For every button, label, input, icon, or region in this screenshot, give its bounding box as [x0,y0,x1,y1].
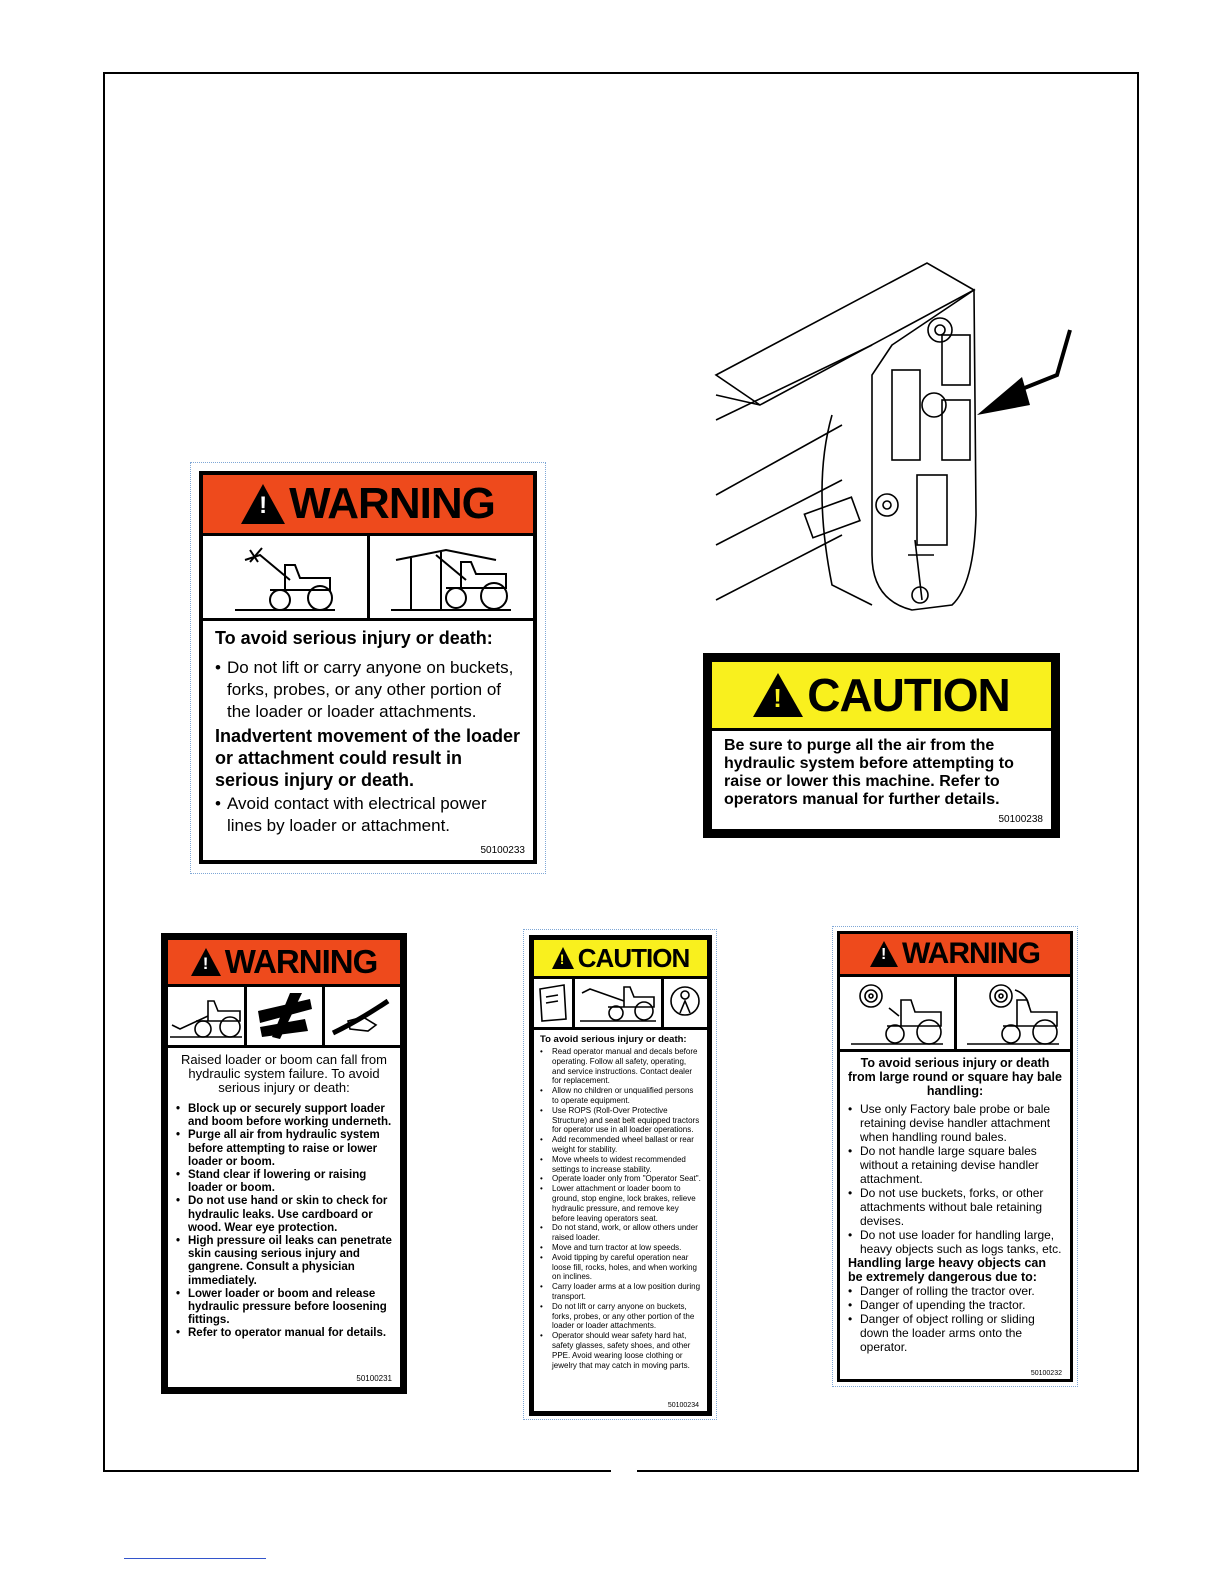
round-bale-falling-pictogram [957,977,1071,1049]
frame-bottom-left [103,1470,611,1472]
bullet-item: • Move wheels to widest recommended settings to increase stability. [540,1155,701,1175]
bullet-item: • Do not use hand or skin to check for hydraulic leaks. Use cardboard or wood. Wear eye protection. [176,1195,392,1235]
bullet-item: • Do not stand, work, or allow others under raised loader. [540,1223,701,1243]
decal-code: 50100234 [667,1402,699,1409]
crush-hazard-pictogram [247,987,325,1045]
bullet-item: • Add recommended wheel ballast or rear weight for stability. [540,1135,701,1155]
bullet-item: • Do not lift or carry anyone on buckets, forks, probes, or any other portion of the loader or loader attachments. [540,1302,701,1331]
bullet-item: • Use ROPS (Roll-Over Protective Structure) and seat belt equipped tractors for operator use in all loader operations. [540,1106,701,1135]
caution-banner [712,662,1051,731]
bullet-item: • Do not handle large square bales without a retaining devise handler attachment. [848,1144,1062,1186]
manual-pictogram [534,979,575,1027]
loader-arm-illustration [712,255,1082,615]
frame-bottom-right [637,1470,1137,1472]
decal-code: 50100233 [480,845,525,856]
warning-triangle-icon: ! [870,941,898,967]
pictogram-row [203,536,533,621]
signal-word: WARNING [289,479,495,528]
decal-text: Be sure to purge all the air from the hydraulic system before attempting to raise or lower this machine. Refer to operators manual for further details. [724,737,1014,808]
bullet-item: • Operator should wear safety hard hat, safety glasses, safety shoes, and other PPE. Avoid wearing loose clothing or jewelry that may catch in moving parts. [540,1331,701,1370]
decal-bold-text: Inadvertent movement of the loader or attachment could result in serious injury or death. [215,726,521,790]
decal-code: 50100231 [356,1374,392,1383]
caution-decal-purge [703,653,1060,838]
bullet-item: • Lower loader or boom and release hydraulic pressure before loosening fittings. [176,1288,392,1328]
signal-word: WARNING [224,943,378,980]
bullet-item: • Do not use loader for handling large, heavy objects such as logs tanks, etc. [848,1228,1062,1256]
decal-code: 50100232 [1030,1370,1062,1377]
decal-code: 50100238 [998,814,1043,825]
warning-triangle-icon: ! [552,947,574,969]
bullet-item: • Do not lift or carry anyone on buckets, forks, probes, or any other portion of the loader or loader attachments. [215,657,521,723]
pictogram-row [168,987,400,1048]
bullet-item: • Block up or securely support loader and boom before working underneth. [176,1103,392,1129]
bullet-item: • Allow no children or unqualified persons to operate equipment. [540,1086,701,1106]
warning-banner [840,934,1070,977]
power-line-pictogram [370,536,534,618]
ppe-pictogram [664,979,707,1027]
bullet-item: • Move and turn tractor at low speeds. [540,1243,701,1253]
warning-decal-hydraulic [161,933,407,1394]
bullet-item: • Stand clear if lowering or raising loader or boom. [176,1169,392,1195]
signal-word: WARNING [902,937,1040,970]
round-bale-pictogram [840,977,957,1049]
hand-leak-pictogram [325,987,400,1045]
bullet-item: • Use only Factory bale probe or bale retaining devise handler attachment when handling round bales. [848,1102,1062,1144]
decal-bold-text: Handling large heavy objects can be extremely dangerous due to: [848,1256,1046,1284]
bullet-item: • Danger of upending the tractor. [848,1298,1062,1312]
decal-heading: To avoid serious injury or death: [215,628,493,648]
bullet-item: • Danger of object rolling or sliding down the loader arms onto the operator. [848,1312,1062,1354]
bullet-item: • Do not use buckets, forks, or other attachments without bale retaining devises. [848,1186,1062,1228]
bullet-item: • Danger of rolling the tractor over. [848,1284,1062,1298]
signal-word: CAUTION [577,942,690,973]
bullet-item: • Purge all air from hydraulic system before attempting to raise or lower loader or boom. [176,1129,392,1169]
warning-decal-bales [835,929,1075,1384]
decal-heading: To avoid serious injury or death: [540,1034,687,1045]
bullet-item: • Carry loader arms at a low position during transport. [540,1282,701,1302]
warning-triangle-icon: ! [753,673,803,717]
bullet-item: • Operate loader only from "Operator Seat". [540,1174,701,1184]
warning-banner [168,940,400,987]
tractor-loader-pictogram [575,979,664,1027]
bullet-item: • Lower attachment or loader boom to ground, stop engine, lock brakes, relieve hydraulic pressure, and remove key before leaving operators seat. [540,1184,701,1223]
caution-banner [534,940,707,979]
decal-heading: To avoid serious injury or death from large round or square hay bale handling: [848,1056,1062,1098]
bullet-item: • Refer to operator manual for details. [176,1327,392,1340]
bullet-item: • Read operator manual and decals before operating. Follow all safety, operating, and service instructions. Contact dealer for replacement. [540,1047,701,1086]
bullet-item: • High pressure oil leaks can penetrate skin causing serious injury and gangrene. Consult a physician immediately. [176,1235,392,1288]
person-on-loader-pictogram [203,536,370,618]
loader-lowered-pictogram [168,987,247,1045]
warning-triangle-icon: ! [191,948,221,976]
warning-decal-lift [193,465,543,870]
footer-rule [124,1558,266,1559]
pictogram-row [840,977,1070,1052]
warning-banner [203,475,533,536]
signal-word: CAUTION [807,669,1010,721]
decal-intro: Raised loader or boom can fall from hydraulic system failure. To avoid serious injury or death: [181,1052,387,1095]
caution-decal-operation [529,935,712,1416]
warning-triangle-icon: ! [241,484,285,524]
bullet-item: • Avoid contact with electrical power lines by loader or attachment. [215,793,521,837]
bullet-item: • Avoid tipping by careful operation near loose fill, rocks, holes, and when working on inclines. [540,1253,701,1282]
pictogram-row [534,979,707,1030]
